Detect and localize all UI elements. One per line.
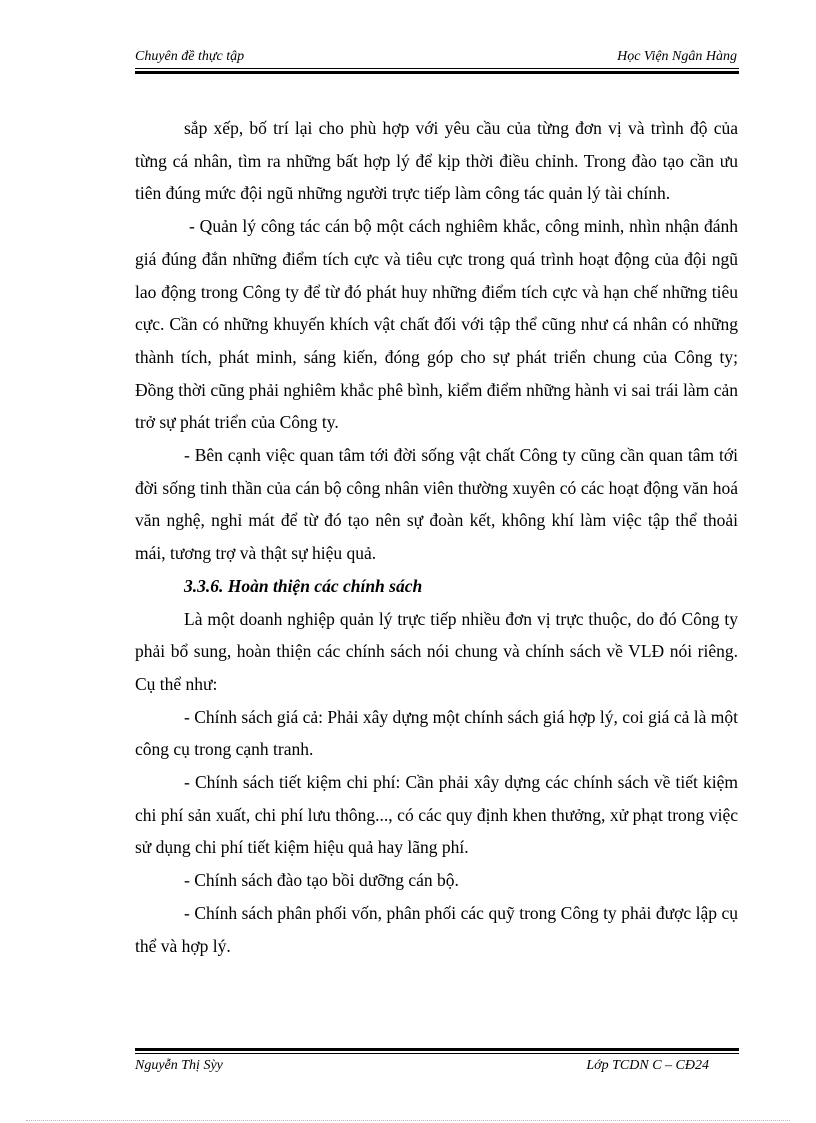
paragraph-3: - Bên cạnh việc quan tâm tới đời sống vật chất Công ty cũng cần quan tâm tới đời sống tinh thần của cán bộ công nhân viên thường xuyên có các hoạt động văn hoá văn nghệ, nghỉ mát để từ đó tạo nên sự đoàn kết, không khí làm việc tập thể thoải mái, tương trợ và thật sự hiệu quả. xyxy=(135,445,738,564)
document-body xyxy=(135,112,738,962)
footer-class: Lớp TCDN C – CĐ24 xyxy=(586,1058,709,1073)
paragraph-1: sắp xếp, bố trí lại cho phù hợp với yêu cầu của từng đơn vị và trình độ của từng cá nhân, tìm ra những bất hợp lý để kịp thời điều chỉnh. Trong đào tạo cần ưu tiên đúng mức đội ngũ những người trực tiếp làm công tác quản lý tài chính. xyxy=(135,118,738,204)
footer-rule-thick xyxy=(135,1048,739,1051)
header-rule-thin xyxy=(135,68,739,69)
paragraph-5: - Chính sách giá cả: Phải xây dựng một chính sách giá hợp lý, coi giá cả là một công cụ trong cạnh tranh. xyxy=(135,706,738,760)
paragraph-7: - Chính sách đào tạo bồi dưỡng cán bộ. xyxy=(184,870,459,891)
paragraph-2: - Quản lý công tác cán bộ một cách nghiêm khắc, công minh, nhìn nhận đánh giá đúng đắn những điểm tích cực và tiêu cực trong quá trình hoạt động của đội ngũ lao động trong Công ty để từ đó phát huy những điểm tích cực và hạn chế những tiêu cực. Cần có những khuyến khích vật chất đối với tập thể cũng như cá nhân có những thành tích, phát minh, sáng kiến, đóng góp cho sự phát triển chung của Công ty; Đồng thời cũng phải nghiêm khắc phê bình, kiểm điểm những hành vi sai trái làm cản trở sự phát triển của Công ty. xyxy=(135,216,738,433)
header-left-title: Chuyên đề thực tập xyxy=(135,49,245,64)
footer-rule-thin xyxy=(135,1053,739,1054)
header-rule-thick xyxy=(135,71,739,74)
header-right-institution: Học Viện Ngân Hàng xyxy=(617,49,737,64)
section-heading: 3.3.6. Hoàn thiện các chính sách xyxy=(184,575,423,596)
paragraph-4: Là một doanh nghiệp quản lý trực tiếp nhiều đơn vị trực thuộc, do đó Công ty phải bổ sung, hoàn thiện các chính sách nói chung và chính sách về VLĐ nói riêng. Cụ thể như: xyxy=(135,608,738,694)
page-bottom-edge xyxy=(26,1120,790,1121)
paragraph-8: - Chính sách phân phối vốn, phân phối các quỹ trong Công ty phải được lập cụ thể và hợp lý. xyxy=(135,902,738,956)
footer-author: Nguyễn Thị Sỳy xyxy=(135,1058,223,1073)
paragraph-6: - Chính sách tiết kiệm chi phí: Cần phải xây dựng các chính sách về tiết kiệm chi phí sản xuất, chi phí lưu thông..., có các quy định khen thưởng, xử phạt trong việc sử dụng chi phí tiết kiệm hiệu quả hay lãng phí. xyxy=(135,772,738,858)
